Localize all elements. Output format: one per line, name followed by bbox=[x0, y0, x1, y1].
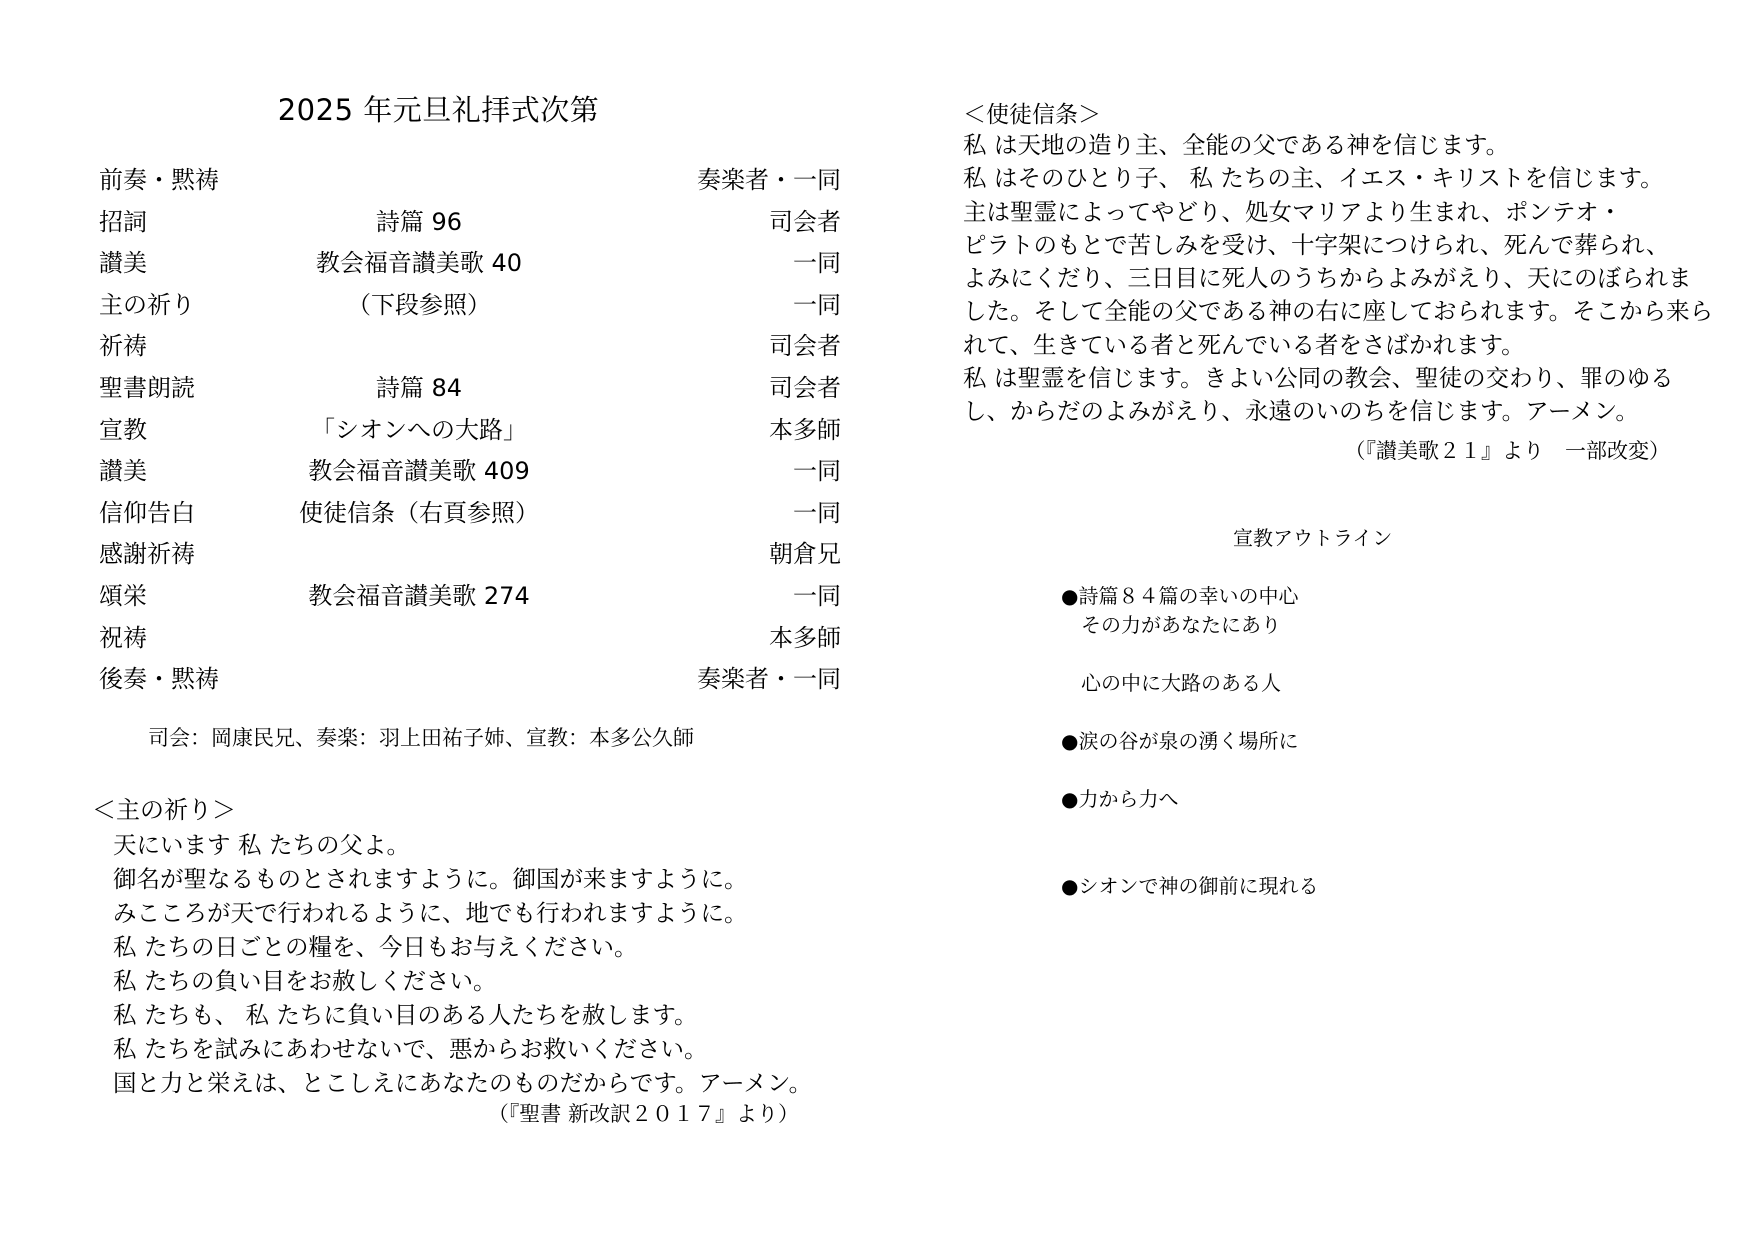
prayer-line: みこころが天で行われるように、地でも行われますように。 bbox=[113, 899, 748, 927]
order-role: 一同 bbox=[793, 457, 841, 486]
order-role: 奏楽者・一同 bbox=[697, 166, 841, 194]
order-role: 司会者 bbox=[769, 207, 841, 236]
order-text: 詩篇 96 bbox=[375, 207, 463, 236]
order-text: 教会福音讃美歌 274 bbox=[308, 581, 530, 610]
order-item: 聖書朗読 bbox=[99, 373, 195, 402]
order-text: 詩篇 84 bbox=[375, 373, 463, 402]
order-item: 頌栄 bbox=[99, 581, 147, 610]
order-item: 前奏・黙祷 bbox=[99, 166, 219, 194]
creed-line: れて、生きている者と死んでいる者をさばかれます。 bbox=[963, 330, 1525, 359]
order-item: 祈祷 bbox=[99, 332, 147, 361]
outline-subitem: その力があなたにあり bbox=[1081, 613, 1281, 637]
order-row bbox=[99, 576, 841, 618]
prayer-line: 私 たちも、 私 たちに負い目のある人たちを赦します。 bbox=[113, 1001, 698, 1029]
order-text: 教会福音讃美歌 40 bbox=[315, 249, 523, 278]
order-role: 本多師 bbox=[769, 415, 841, 444]
creed-source: （『讃美歌２１』より 一部改変） bbox=[1344, 439, 1670, 463]
order-row bbox=[99, 285, 841, 327]
order-item: 祝祷 bbox=[99, 623, 147, 652]
prayer-line: 御名が聖なるものとされますように。御国が来ますように。 bbox=[113, 865, 748, 893]
creed-line: 主は聖霊によってやどり、処女マリアより生まれ、ポンテオ・ bbox=[963, 197, 1622, 226]
order-text: 使徒信条（右頁参照） bbox=[299, 498, 539, 527]
order-role: 一同 bbox=[793, 581, 841, 610]
lords-prayer-text bbox=[113, 828, 812, 1100]
outline-item: ●涙の谷が泉の湧く場所に bbox=[1061, 729, 1299, 753]
order-role: 一同 bbox=[793, 498, 841, 527]
order-row bbox=[99, 160, 841, 202]
order-item: 信仰告白 bbox=[99, 498, 195, 527]
creed-heading: ＜使徒信条＞ bbox=[963, 102, 1101, 128]
order-role: 一同 bbox=[793, 290, 841, 319]
order-text: 「シオンへの大路」 bbox=[311, 415, 527, 444]
order-item: 讃美 bbox=[99, 457, 147, 486]
order-role: 司会者 bbox=[769, 373, 841, 402]
prayer-line: 私 たちの負い目をお赦しください。 bbox=[113, 967, 497, 995]
order-row bbox=[99, 202, 841, 244]
creed-line: し、からだのよみがえり、永遠のいのちを信じます。アーメン。 bbox=[963, 397, 1639, 426]
order-row bbox=[99, 659, 841, 701]
page-title: 2025 年元旦礼拝式次第 bbox=[277, 93, 600, 127]
order-item: 讃美 bbox=[99, 249, 147, 278]
order-role: 朝倉兄 bbox=[769, 540, 841, 569]
sermon-outline bbox=[1061, 582, 1318, 901]
outline-subitem: 心の中に大路のある人 bbox=[1081, 671, 1281, 695]
order-item: 感謝祈祷 bbox=[99, 540, 195, 569]
order-role: 一同 bbox=[793, 249, 841, 278]
lords-prayer-source: （『聖書 新改訳２０１７』より） bbox=[487, 1102, 799, 1126]
order-item: 宣教 bbox=[99, 415, 147, 444]
creed-line: ピラトのもとで苦しみを受け、十字架につけられ、死んで葬られ、 bbox=[963, 230, 1670, 259]
prayer-line: 国と力と栄えは、とこしえにあなたのものだからです。アーメン。 bbox=[113, 1069, 813, 1097]
order-row bbox=[99, 451, 841, 493]
order-role: 本多師 bbox=[769, 623, 841, 652]
creed-line: 私 は聖霊を信じます。きよい公同の教会、聖徒の交わり、罪のゆる bbox=[963, 364, 1674, 393]
creed-line: 私 は天地の造り主、全能の父である神を信じます。 bbox=[963, 131, 1510, 159]
order-role: 奏楽者・一同 bbox=[697, 665, 841, 694]
order-role: 司会者 bbox=[769, 332, 841, 361]
prayer-line: 私 たちの日ごとの糧を、今日もお与えください。 bbox=[113, 933, 638, 961]
order-row bbox=[99, 410, 841, 452]
apostles-creed-text bbox=[963, 129, 1714, 429]
order-item: 招詞 bbox=[99, 207, 147, 236]
creed-line: よみにくだり、三日目に死人のうちからよみがえり、天にのぼられま bbox=[963, 264, 1692, 293]
creed-line: した。そして全能の父である神の右に座しておられます。そこから来ら bbox=[963, 297, 1714, 326]
creed-line: 私 はそのひとり子、 私 たちの主、イエス・キリストを信じます。 bbox=[963, 164, 1664, 193]
outline-item: ●力から力へ bbox=[1061, 787, 1179, 811]
prayer-line: 天にいます 私 たちの父よ。 bbox=[113, 831, 410, 859]
order-row bbox=[99, 534, 841, 576]
left-page bbox=[0, 0, 877, 1241]
order-row bbox=[99, 243, 841, 285]
order-row bbox=[99, 618, 841, 660]
order-row bbox=[99, 326, 841, 368]
service-credits: 司会：岡康民兄、奏楽：羽上田祐子姉、宣教：本多公久師 bbox=[148, 726, 694, 750]
order-row bbox=[99, 493, 841, 535]
order-item: 主の祈り bbox=[99, 290, 195, 319]
prayer-line: 私 たちを試みにあわせないで、悪からお救いください。 bbox=[113, 1035, 708, 1063]
order-text: （下段参照） bbox=[347, 290, 491, 319]
outline-item: ●詩篇８４篇の幸いの中心 bbox=[1061, 584, 1299, 608]
sermon-outline-title: 宣教アウトライン bbox=[1233, 526, 1393, 550]
order-row bbox=[99, 368, 841, 410]
order-text: 教会福音讃美歌 409 bbox=[308, 457, 530, 486]
order-item: 後奏・黙祷 bbox=[99, 665, 219, 694]
outline-item: ●シオンで神の御前に現れる bbox=[1061, 874, 1319, 898]
service-order bbox=[99, 160, 841, 701]
lords-prayer-heading: ＜主の祈り＞ bbox=[92, 796, 236, 824]
